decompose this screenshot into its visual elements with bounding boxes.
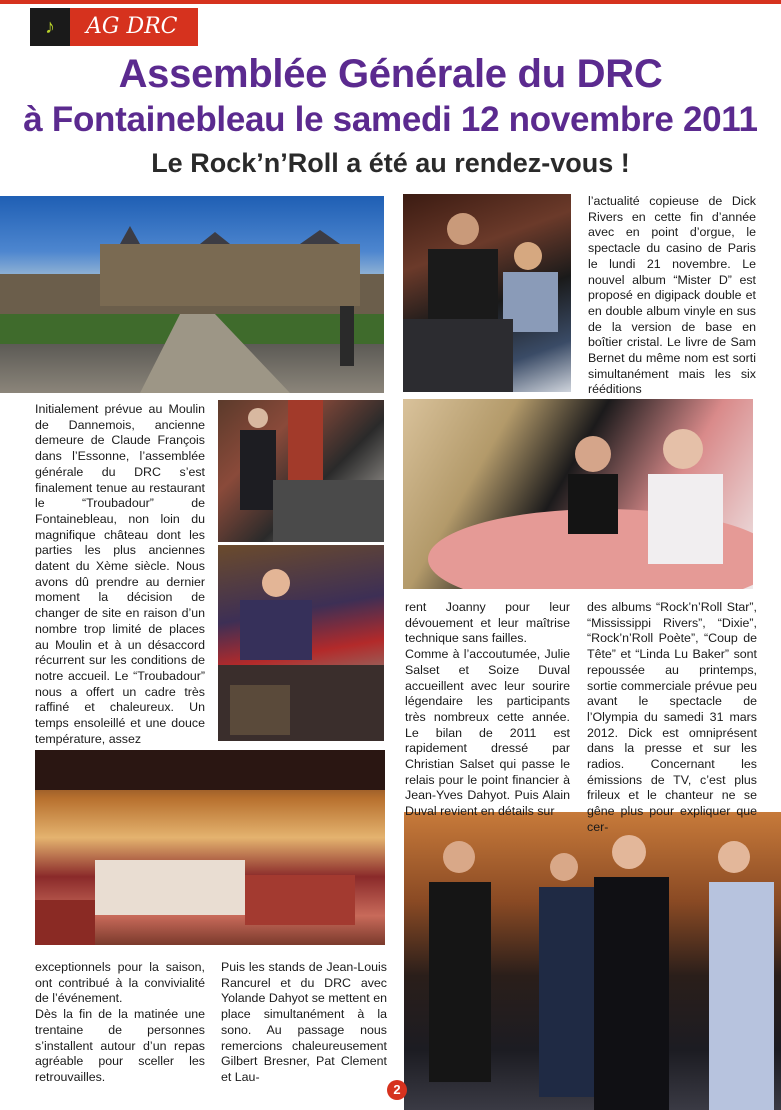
stand-photo-1 — [218, 400, 384, 542]
ladies-illustration — [403, 399, 753, 589]
paragraph: Comme à l’accoutumée, Julie Salset et Soize Duval accueillent avec leur sourire légendaire les participants très nombreux cette année. Le bilan de 2011 est rapidement dressé par Christian Salset qui passe le relais pour le point financier à Jean-Yves Dahyot. Puis Alain Duval revient en détails sur — [405, 647, 570, 819]
article-col-left-top — [35, 402, 205, 747]
title-line-1: Assemblée Générale du DRC — [118, 52, 663, 96]
page-number: 2 — [387, 1080, 407, 1100]
dj-booth-photo — [403, 194, 571, 392]
stand-illustration-2 — [218, 545, 384, 741]
paragraph: Puis les stands de Jean-Louis Rancurel et du DRC avec Yolande Dahyot se mettent en place simultanément à la sono. Au passage nous remercions chaleureusement Gilbert Bresner, Pat Clement et Lau- — [221, 960, 387, 1084]
subtitle: Le Rock’n’Roll a été au rendez-vous ! — [151, 148, 630, 178]
stage-photo — [404, 812, 781, 1110]
section-badge — [30, 8, 198, 46]
stand-photo-2 — [218, 545, 384, 741]
article-col-right-top — [588, 194, 756, 398]
restaurant-photo — [35, 750, 385, 945]
paragraph: Initialement prévue au Moulin de Dannemois, ancienne demeure de Claude François dans l’Essonne, l’assemblée générale du DRC s’est finalement tenue au restaurant le “Troubadour” de Fontainebleau, non loin du magnifique château dont les parties les plus anciennes datent du Xème siècle. Nous avons dû prendre au dernier moment la décision de changer de site en raison d’un nombre trop limité de places au Moulin et à un désaccord récurrent sur les conditions de notre accueil. Le “Troubadour” nous a offert un cadre très raffiné et chaleureux. Un temps ensoleillé et une douce température, assez — [35, 402, 205, 746]
article-col-mid-a — [405, 600, 570, 820]
section-label: AG DRC — [70, 8, 198, 46]
stage-illustration — [404, 812, 781, 1110]
castle-illustration — [0, 196, 384, 393]
restaurant-illustration — [35, 750, 385, 945]
paragraph: des albums “Rock’n’Roll Star”, “Mississippi Rivers”, “Dixie”, “Rock’n’Roll Poète”, “Coup de Tête” et “Linda Lu Baker” sont repoussée au printemps, sortie commerciale prévue peu avant le spectacle de l’Olympia du samedi 31 mars 2012. Dick est omniprésent dans la presse et sur les radios. Concernant les émissions de TV, c’est plus frileux et le chanteur ne se gêne plus pour expliquer que cer- — [587, 600, 757, 834]
stand-illustration-1 — [218, 400, 384, 542]
paragraph: l’actualité copieuse de Dick Rivers en cette fin d’année avec en point d’orgue, le spectacle du casino de Paris le lundi 21 novembre. Le nouvel album “Mister D” est proposé en digipack double et en double album vinyle en sus de la version de base en boîtier cristal. Le livre de Sam Bernet du même nom est sorti simultanément mais les six rééditions — [588, 194, 756, 397]
dj-booth-illustration — [403, 194, 571, 392]
castle-photo — [0, 196, 384, 393]
article-col-bottom-b — [221, 960, 387, 1086]
article-col-mid-b — [587, 600, 757, 836]
top-accent-bar — [0, 0, 781, 4]
drc-logo — [30, 8, 70, 46]
paragraph: rent Joanny pour leur dévouement et leur maîtrise technique sans failles. — [405, 600, 570, 646]
article-col-bottom-a — [35, 960, 205, 1086]
ladies-table-photo — [403, 399, 753, 589]
paragraph: exceptionnels pour la saison, ont contribué à la convivialité de l’événement. — [35, 960, 205, 1006]
paragraph: Dès la fin de la matinée une trentaine de personnes s’installent autour d’un repas agréable pour sceller les retrouvailles. — [35, 1007, 205, 1084]
music-note-icon: ♪ — [45, 15, 55, 38]
title-line-2: à Fontainebleau le samedi 12 novembre 2011 — [23, 100, 758, 139]
